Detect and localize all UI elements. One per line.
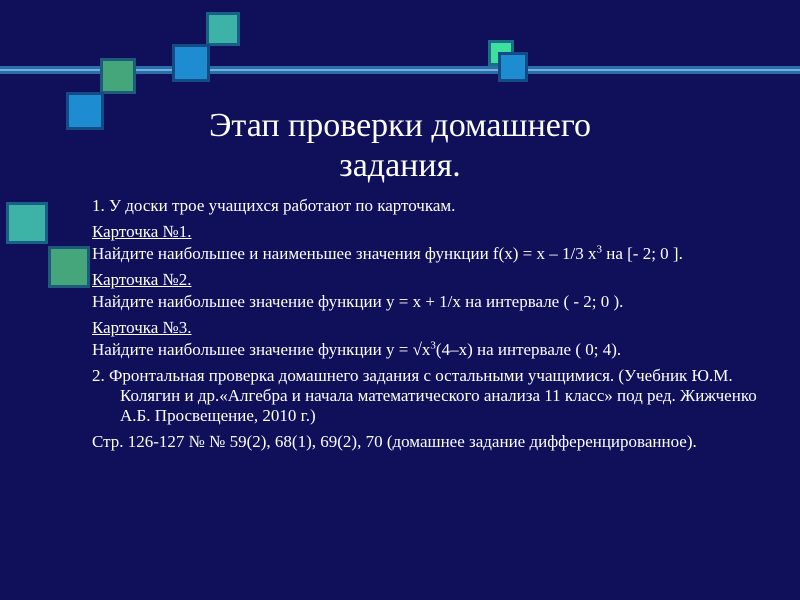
- card-1-text-b: на [- 2; 0 ].: [601, 244, 683, 263]
- card-2-label-text: Карточка №2.: [92, 270, 192, 289]
- slide-content: [92, 196, 782, 458]
- title-line-1: Этап проверки домашнего: [208, 107, 591, 144]
- card-2-text: Найдите наибольшее значение функции y = x + 1/x на интервале ( - 2; 0 ).: [92, 292, 624, 311]
- decorative-square: [206, 12, 240, 46]
- card-3-sup: 3: [430, 339, 436, 352]
- decorative-square: [6, 202, 48, 244]
- item-2: 2. Фронтальная проверка домашнего задания с остальными учащимися. (Учебник Ю.М. Колягин и др.«Алгебра и начала математического анализа 11 класс» под ред. Жижченко А.Б. Просвещение, 2010 г.): [92, 366, 757, 425]
- card-1-text-a: Найдите наибольшее и наименьшее значения функции f(x) = x – 1/3 x: [92, 244, 597, 263]
- title-line-2: задания.: [339, 147, 461, 184]
- card-1-label-text: Карточка №1.: [92, 222, 192, 241]
- card-1-label: [92, 222, 782, 242]
- decorative-square: [66, 92, 104, 130]
- decorative-square: [498, 52, 528, 82]
- item-3: Стр. 126-127 № № 59(2), 68(1), 69(2), 70 (домашнее задание дифференцированное).: [92, 432, 697, 451]
- card-3-label-text: Карточка №3.: [92, 318, 192, 337]
- item-1: 1. У доски трое учащихся работают по карточкам.: [92, 196, 456, 215]
- card-3-text-a: Найдите наибольшее значение функции y = √x: [92, 340, 431, 359]
- slide-title: [100, 106, 700, 186]
- card-3-text-b: (4–x) на интервале ( 0; 4).: [435, 340, 622, 359]
- card-1-text: [92, 244, 782, 264]
- decorative-square: [48, 246, 90, 288]
- decorative-square: [172, 44, 210, 82]
- card-3-label: [92, 318, 782, 338]
- card-3-text: [92, 340, 782, 360]
- card-2-label: [92, 270, 782, 290]
- card-1-sup: 3: [596, 243, 602, 256]
- decorative-square: [100, 58, 136, 94]
